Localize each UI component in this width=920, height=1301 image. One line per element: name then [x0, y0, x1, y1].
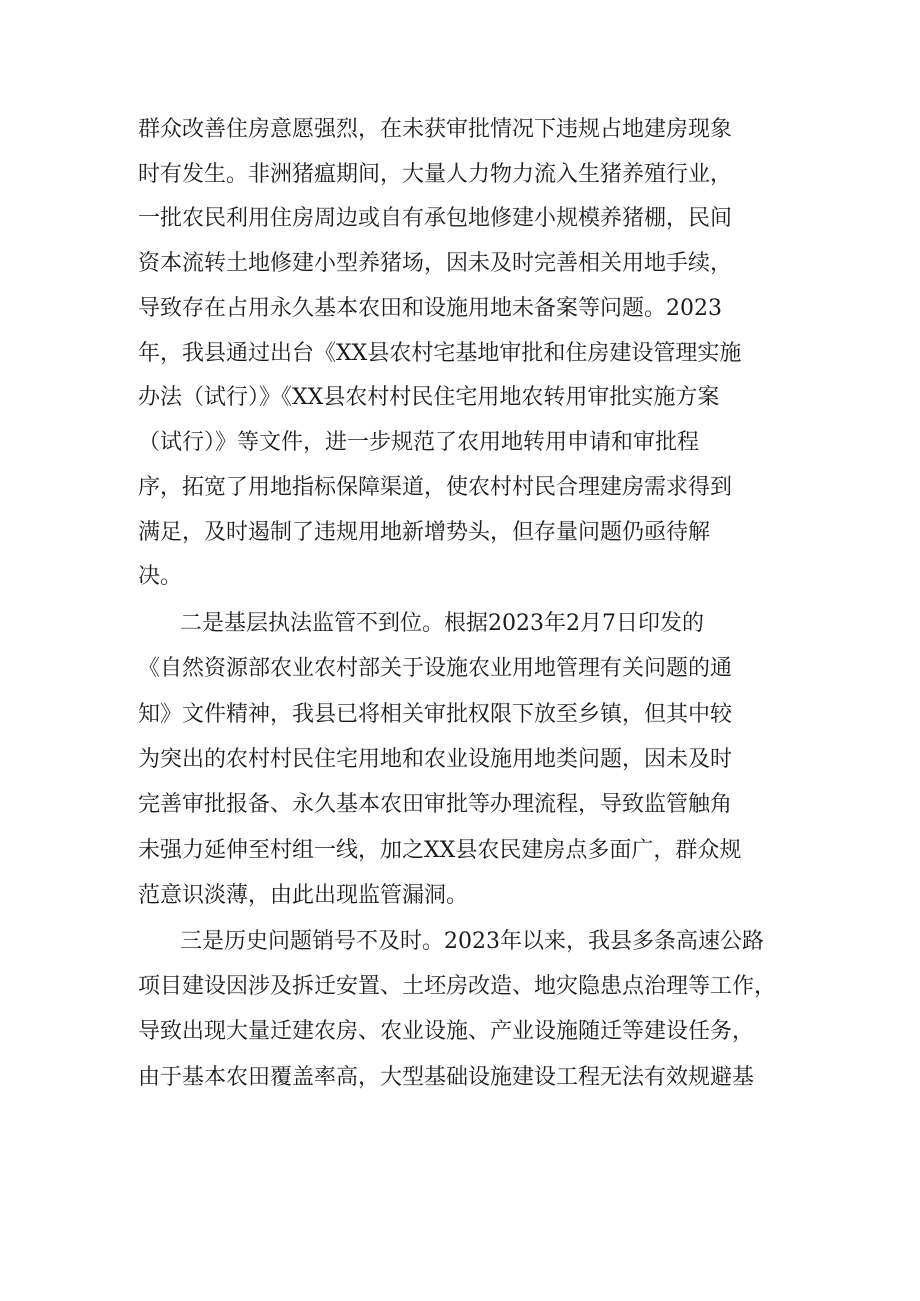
text-line: 决。: [138, 564, 183, 589]
text-line: 满足，及时遏制了违规用地新增势头，但存量问题仍亟待解: [138, 520, 711, 545]
text-line: 为突出的农村村民住宅用地和农业设施用地类问题，因未及时: [138, 747, 733, 772]
text-line: 范意识淡薄，由此出现监管漏洞。: [138, 883, 469, 908]
text-line: 序，拓宽了用地指标保障渠道，使农村村民合理建房需求得到: [138, 475, 733, 500]
paragraph-start-line: 三是历史问题销号不及时。2023年以来，我县多条高速公路: [180, 929, 764, 954]
text-line: 导致出现大量迁建农房、农业设施、产业设施随迁等建设任务，: [138, 1019, 755, 1044]
text-line: 项目建设因涉及拆迁安置、土坯房改造、地灾隐患点治理等工作，: [138, 974, 777, 999]
text-line: 时有发生。非洲猪瘟期间，大量人力物力流入生猪养殖行业，: [138, 162, 733, 187]
text-line: 年，我县通过出台《XX县农村宅基地审批和住房建设管理实施: [138, 341, 742, 366]
text-line: 完善审批报备、永久基本农田审批等办理流程，导致监管触角: [138, 792, 733, 817]
text-line: 办法（试行）》《XX县农村村民住宅用地农转用审批实施方案: [138, 385, 720, 410]
text-line: 由于基本农田覆盖率高，大型基础设施建设工程无法有效规避基: [138, 1065, 755, 1090]
paragraph-start-line: 二是基层执法监管不到位。根据2023年2月7日印发的: [180, 611, 704, 636]
text-line: （试行）》等文件，进一步规范了农用地转用申请和审批程: [138, 430, 700, 455]
text-line: 群众改善住房意愿强烈，在未获审批情况下违规占地建房现象: [138, 117, 733, 142]
text-line: 一批农民利用住房周边或自有承包地修建小规模养猪棚，民间: [138, 206, 733, 231]
text-line: 资本流转土地修建小型养猪场，因未及时完善相关用地手续，: [138, 251, 733, 276]
text-line: 导致存在占用永久基本农田和设施用地未备案等问题。2023: [138, 296, 722, 321]
text-line: 知》文件精神，我县已将相关审批权限下放至乡镇，但其中较: [138, 702, 733, 727]
text-line: 未强力延伸至村组一线，加之XX县农民建房点多面广，群众规: [138, 838, 742, 863]
text-line: 《自然资源部农业农村部关于设施农业用地管理有关问题的通: [138, 656, 733, 681]
